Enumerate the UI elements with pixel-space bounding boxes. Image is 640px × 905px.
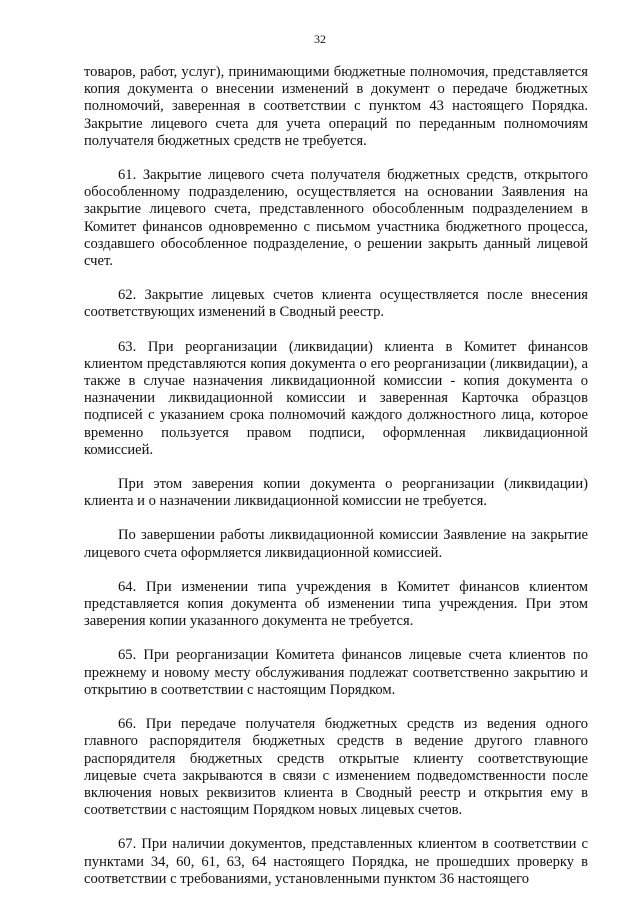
- paragraph-67: 67. При наличии документов, представленных клиентом в соответствии с пунктами 34, 60, 61, 63, 64 настоящего Порядка, не прошедших проверку в соответствии с требованиями, установленными пунктом 36 настоящего: [84, 836, 588, 887]
- page-number: 32: [314, 32, 326, 46]
- paragraph-64: 64. При изменении типа учреждения в Комитет финансов клиентом представляется копия документа об изменении типа учреждения. При этом заверения копии указанного документа не требуется.: [84, 578, 588, 630]
- document-body: [84, 64, 588, 888]
- paragraph-63-note-2: По завершении работы ликвидационной комиссии Заявление на закрытие лицевого счета оформляется ликвидационной комиссией.: [84, 527, 588, 561]
- paragraph-63-note-1: При этом заверения копии документа о реорганизации (ликвидации) клиента и о назначении ликвидационной комиссии не требуется.: [84, 476, 588, 510]
- paragraph-continued: товаров, работ, услуг), принимающими бюджетные полномочия, представляется копия документа о внесении изменений в документ о передаче бюджетных полномочий, заверенная в соответствии с пунктом 43 настоящего Порядка. Закрытие лицевого счета для учета операций по переданным полномочиям получателя бюджетных средств не требуется.: [84, 64, 588, 149]
- paragraph-63: 63. При реорганизации (ликвидации) клиента в Комитет финансов клиентом представляются копия документа о его реорганизации (ликвидации), а также в случае назначения ликвидационной комиссии - копия документа о назначении ликвидационной комиссии и заверенная Карточка образцов подписей с указанием срока полномочий каждого должностного лица, которое временно пользуется правом подписи, оформленная ликвидационной комиссией.: [84, 338, 588, 458]
- paragraph-65: 65. При реорганизации Комитета финансов лицевые счета клиентов по прежнему и новому месту обслуживания подлежат соответственно закрытию и открытию в соответствии с настоящим Порядком.: [84, 647, 588, 698]
- paragraph-61: 61. Закрытие лицевого счета получателя бюджетных средств, открытого обособленному подразделению, осуществляется на основании Заявления на закрытие лицевого счета, представленного обособленным подразделением в Комитет финансов одновременно с письмом участника бюджетного процесса, создавшего обособленное подразделение, о решении закрыть данный лицевой счет.: [84, 167, 588, 270]
- paragraph-66: 66. При передаче получателя бюджетных средств из ведения одного главного распорядителя бюджетных средств в ведение другого главного распорядителя бюджетных средств открытые клиенту соответствующие лицевые счета закрываются в связи с изменением подведомственности после включения новых реквизитов клиента в Сводный реестр и открытия ему в соответствии с настоящим Порядком новых лицевых счетов.: [84, 716, 588, 819]
- paragraph-62: 62. Закрытие лицевых счетов клиента осуществляется после внесения соответствующих изменений в Сводный реестр.: [84, 287, 588, 321]
